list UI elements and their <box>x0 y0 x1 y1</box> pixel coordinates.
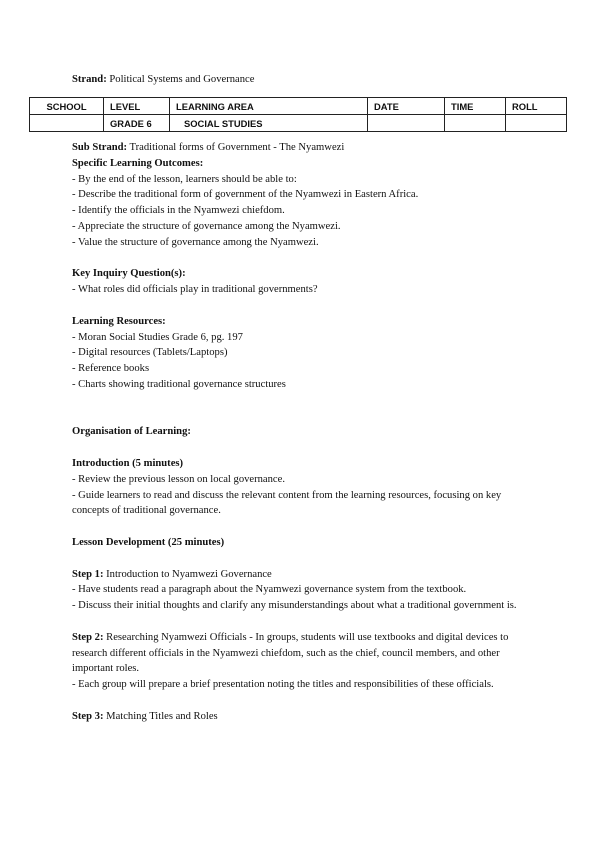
resource-item: - Charts showing traditional governance structures <box>72 378 286 390</box>
header-learning-area: LEARNING AREA <box>170 98 368 115</box>
cell-time <box>445 115 506 132</box>
step1-label: Step 1: <box>72 568 104 580</box>
header-level: LEVEL <box>104 98 170 115</box>
lesson-info-table <box>29 97 567 132</box>
strand-value: Political Systems and Governance <box>106 74 255 85</box>
resource-item: - Digital resources (Tablets/Laptops) <box>72 347 228 359</box>
step1-title <box>72 567 532 583</box>
step2-item: - Each group will prepare a brief presentation noting the titles and responsibilities of these officials. <box>72 679 494 691</box>
strand-label: Strand: <box>72 74 107 85</box>
step3-title <box>72 709 532 725</box>
cell-school <box>30 115 104 132</box>
cell-level: GRADE 6 <box>104 115 170 132</box>
sub-strand-value: Traditional forms of Government - The Nyamwezi <box>127 142 345 153</box>
kiq-heading: Key Inquiry Question(s): <box>72 268 186 280</box>
step2-label: Step 2: <box>72 631 104 643</box>
cell-learning-area: SOCIAL STUDIES <box>170 115 368 132</box>
resource-item: - Moran Social Studies Grade 6, pg. 197 <box>72 331 243 343</box>
kiq-item: - What roles did officials play in traditional governments? <box>72 284 318 296</box>
introduction-item: - Guide learners to read and discuss the relevant content from the learning resources, focusing on key concepts of traditional governance. <box>72 489 502 517</box>
strand-line <box>72 72 254 88</box>
table-header-row <box>30 98 567 115</box>
introduction-heading: Introduction (5 minutes) <box>72 457 184 469</box>
slo-item: - Appreciate the structure of governance among the Nyamwezi. <box>72 220 341 232</box>
introduction-item: - Review the previous lesson on local governance. <box>72 473 285 485</box>
step1-item: - Have students read a paragraph about the Nyamwezi governance system from the textbook. <box>72 584 467 596</box>
step2-title <box>72 630 532 677</box>
header-roll: ROLL <box>506 98 567 115</box>
step3-text: Matching Titles and Roles <box>103 710 218 722</box>
header-time: TIME <box>445 98 506 115</box>
step1-text: Introduction to Nyamwezi Governance <box>103 568 272 580</box>
step3-label: Step 3: <box>72 710 104 722</box>
slo-heading: Specific Learning Outcomes: <box>72 157 204 169</box>
header-school: SCHOOL <box>30 98 104 115</box>
step2-text: Researching Nyamwezi Officials - In groups, students will use textbooks and digital devices to research different officials in the Nyamwezi chiefdom, such as the chief, council members, and other important roles. <box>72 631 509 675</box>
cell-date <box>368 115 445 132</box>
development-heading: Lesson Development (25 minutes) <box>72 536 225 548</box>
table-data-row <box>30 115 567 132</box>
header-date: DATE <box>368 98 445 115</box>
slo-item: - Value the structure of governance among the Nyamwezi. <box>72 236 319 248</box>
slo-item: - By the end of the lesson, learners should be able to: <box>72 173 297 185</box>
slo-item: - Describe the traditional form of government of the Nyamwezi in Eastern Africa. <box>72 189 419 201</box>
step1-item: - Discuss their initial thoughts and clarify any misunderstandings about what a traditional government is. <box>72 600 517 612</box>
cell-roll <box>506 115 567 132</box>
resources-heading: Learning Resources: <box>72 315 166 327</box>
resource-item: - Reference books <box>72 363 150 375</box>
organisation-heading: Organisation of Learning: <box>72 426 191 438</box>
sub-strand <box>72 140 532 156</box>
sub-strand-label: Sub Strand: <box>72 142 128 153</box>
slo-item: - Identify the officials in the Nyamwezi chiefdom. <box>72 205 285 217</box>
lesson-content <box>72 140 532 724</box>
